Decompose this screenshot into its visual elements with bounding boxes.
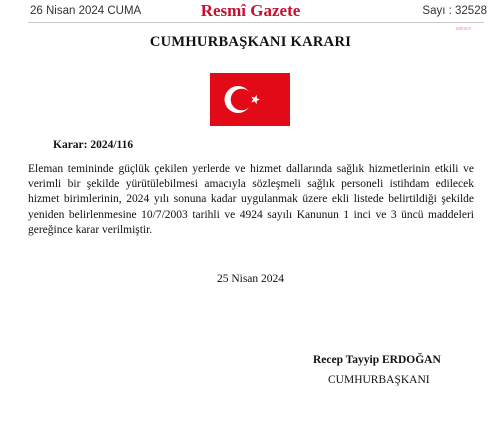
gazette-title: Resmî Gazete [200,1,301,20]
source-watermark: ankara [455,26,471,32]
decision-number: Karar: 2024/116 [53,139,134,151]
gazette-header [0,0,501,26]
document-title: CUMHURBAŞKANI KARARI [149,34,352,50]
signatory-name: Recep Tayyip ERDOĞAN [313,354,441,366]
decision-body: Eleman temininde güçlük çekilen yerlerde ve hizmet dallarında sağlık hizmetlerinin etkili ve verimli bir şekilde yürütülebilmesi amacıyla sözleşmeli sağlık personeli istihdam edilecek hizmet birimlerinin, 2024 yılı sonuna kadar uygulanmak üzere ekli listede belirtildiği şekilde yeniden belirlenmesine 10/7/2003 tarihli ve 4924 sayılı Kanunun 1 inci ve 3 üncü maddeleri gereğince karar verilmiştir. [28,163,474,236]
header-divider [28,22,484,23]
signatory-title: CUMHURBAŞKANI [328,374,430,386]
issue-number: Sayı : 32528 [422,5,487,17]
decision-date: 25 Nisan 2024 [216,273,285,285]
turkish-flag-icon [210,73,290,126]
crescent-inner [231,89,253,111]
issue-date: 26 Nisan 2024 CUMA [30,5,142,17]
